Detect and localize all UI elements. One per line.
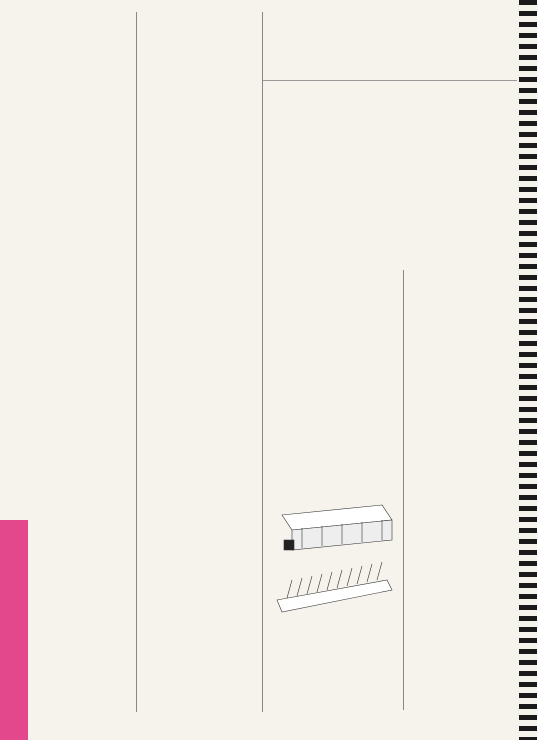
article-lead <box>268 175 520 265</box>
reader-letter <box>263 8 517 74</box>
figure-label <box>0 0 30 12</box>
column-rule <box>403 270 404 710</box>
spiral-binding <box>519 0 537 740</box>
recipe-column-1 <box>22 12 132 717</box>
article-title <box>270 112 520 114</box>
article-column-mid <box>282 270 400 500</box>
article-column-bottom <box>292 538 400 718</box>
article-column-right <box>407 270 520 718</box>
column-rule <box>136 12 137 712</box>
divider <box>263 80 517 81</box>
recipe-column-2 <box>140 12 258 717</box>
